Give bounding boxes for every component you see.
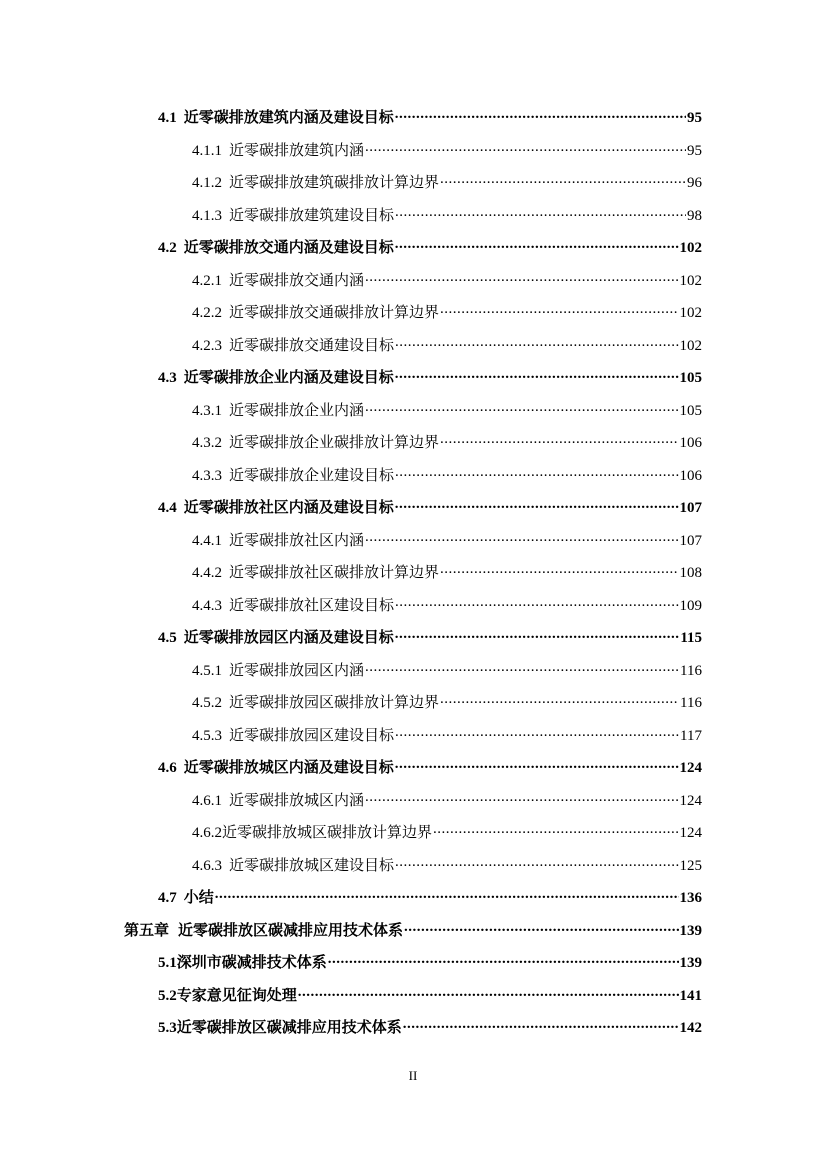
toc-entry-page: 105	[679, 402, 702, 419]
toc-entry-page: 102	[679, 337, 702, 354]
toc-entry[interactable]	[0, 297, 826, 330]
toc-entry-title: 近零碳排放区碳减排应用技术体系	[178, 922, 404, 939]
toc-entry-title: 近零碳排放建筑内涵及建设目标	[183, 110, 394, 126]
toc-entry-title: 专家意见征询处理	[176, 987, 297, 1004]
toc-entry-title: 近零碳排放园区内涵及建设目标	[183, 630, 394, 646]
toc-entry-page: 136	[679, 890, 702, 906]
toc-entry-number: 第五章	[124, 922, 170, 939]
toc-entry-title: 近零碳排放企业内涵及建设目标	[183, 370, 394, 386]
toc-entry[interactable]	[0, 882, 826, 915]
toc-entry-page: 109	[679, 597, 702, 614]
toc-entry-leader	[395, 366, 679, 382]
toc-entry-number: 4.7	[158, 890, 177, 906]
toc-entry[interactable]	[0, 232, 826, 265]
toc-entry-title: 近零碳排放社区内涵及建设目标	[183, 500, 394, 516]
toc-entry-number: 5.2	[158, 987, 177, 1004]
toc-entry-page: 124	[679, 792, 702, 809]
toc-entry-page: 96	[687, 175, 702, 191]
toc-entry[interactable]	[0, 752, 826, 785]
toc-entry-leader	[395, 854, 678, 870]
toc-entry-leader	[440, 431, 678, 447]
toc-entry-page: 124	[679, 825, 702, 841]
toc-entry-number: 4.3	[158, 370, 177, 386]
toc-entry-title: 近零碳排放城区内涵	[229, 792, 365, 809]
toc-entry[interactable]	[0, 622, 826, 655]
toc-entry-page: 106	[679, 435, 702, 451]
toc-entry-number: 4.5.2	[192, 695, 222, 711]
toc-entry-page: 107	[679, 500, 702, 516]
toc-entry[interactable]	[0, 362, 826, 395]
toc-entry-title: 近零碳排放交通内涵	[229, 272, 365, 289]
toc-entry-number: 4.3.3	[192, 467, 222, 484]
toc-entry-title: 近零碳排放园区内涵	[229, 662, 365, 679]
toc-entry-title: 近零碳排放社区建设目标	[229, 597, 395, 614]
toc-entry-page: 102	[679, 305, 702, 321]
toc-entry-leader	[395, 106, 686, 122]
toc-entry-title: 小结	[183, 890, 214, 906]
toc-entry[interactable]	[0, 687, 826, 720]
toc-entry-number: 4.4.1	[192, 532, 222, 549]
toc-entry-number: 4.1.1	[192, 142, 222, 159]
toc-entry-title: 近零碳排放交通碳排放计算边界	[229, 305, 440, 321]
toc-entry[interactable]	[0, 492, 826, 525]
toc-entry-page: 102	[679, 240, 702, 256]
toc-entry-number: 5.1	[158, 955, 177, 971]
toc-entry-leader	[395, 204, 686, 220]
toc-entry-leader	[395, 594, 678, 610]
toc-entry[interactable]	[0, 135, 826, 168]
toc-entry[interactable]	[0, 167, 826, 200]
toc-entry-number: 4.5.1	[192, 662, 222, 679]
page-number: II	[408, 1068, 418, 1083]
toc-entry-number: 4.4.2	[192, 565, 222, 581]
toc-entry-leader	[404, 919, 678, 935]
toc-entry[interactable]	[0, 460, 826, 493]
toc-entry-leader	[440, 561, 678, 577]
toc-entry-leader	[440, 301, 678, 317]
toc-entry-title: 近零碳排放园区建设目标	[229, 727, 395, 744]
toc-entry-title: 近零碳排放城区建设目标	[229, 857, 395, 874]
toc-entry-leader	[395, 236, 679, 252]
toc-entry-leader	[365, 659, 679, 675]
toc-entry-page: 116	[680, 695, 702, 711]
toc-entry-leader	[440, 691, 679, 707]
toc-entry-title: 近零碳排放城区碳排放计算边界	[222, 825, 433, 841]
toc-entry-title: 深圳市碳减排技术体系	[176, 955, 327, 971]
toc-entry[interactable]	[0, 590, 826, 623]
toc-entry-number: 5.3	[158, 1020, 177, 1036]
toc-entry-leader	[395, 724, 679, 740]
toc-entry-leader	[403, 1016, 679, 1032]
toc-entry-number: 4.4	[158, 500, 177, 516]
toc-entry-number: 4.6.3	[192, 857, 222, 874]
toc-entry-page: 95	[687, 142, 702, 159]
toc-entry-title: 近零碳排放建筑碳排放计算边界	[229, 175, 440, 191]
toc-entry[interactable]	[0, 330, 826, 363]
toc-entry-title: 近零碳排放社区碳排放计算边界	[229, 565, 440, 581]
toc-entry-page: 105	[679, 370, 702, 386]
toc-entry-page: 139	[679, 955, 702, 971]
toc-entry-number: 4.2.3	[192, 337, 222, 354]
toc-entry-leader	[215, 886, 679, 902]
toc-entry-leader	[365, 529, 678, 545]
toc-entry-page: 141	[679, 987, 702, 1004]
toc-entry-leader	[328, 951, 679, 967]
toc-entry[interactable]	[0, 980, 826, 1013]
toc-entry-leader	[365, 399, 678, 415]
toc-entry[interactable]	[0, 655, 826, 688]
toc-entry-page: 106	[679, 467, 702, 484]
toc-entry-page: 124	[679, 760, 702, 776]
toc-entry-title: 近零碳排放交通建设目标	[229, 337, 395, 354]
toc-entry-leader	[395, 334, 678, 350]
toc-entry-page: 108	[679, 565, 702, 581]
toc-entry[interactable]	[0, 427, 826, 460]
toc-entry-leader	[433, 821, 678, 837]
toc-entry-leader	[395, 496, 679, 512]
toc-entry-title: 近零碳排放建筑建设目标	[229, 207, 395, 224]
toc-entry[interactable]	[0, 557, 826, 590]
toc-entry-leader	[395, 756, 679, 772]
toc-entry-page: 139	[679, 922, 702, 939]
toc-entry-leader	[298, 984, 679, 1000]
toc-entry[interactable]	[0, 850, 826, 883]
toc-entry-page: 125	[679, 857, 702, 874]
toc-entry-leader	[440, 171, 686, 187]
toc-entry-page: 142	[679, 1020, 702, 1036]
toc-entry-leader	[395, 626, 680, 642]
toc-entry-title: 近零碳排放企业碳排放计算边界	[229, 435, 440, 451]
toc-entry-title: 近零碳排放交通内涵及建设目标	[183, 240, 394, 256]
toc-entry-title: 近零碳排放建筑内涵	[229, 142, 365, 159]
toc-entry-title: 近零碳排放社区内涵	[229, 532, 365, 549]
toc-entry-title: 近零碳排放区碳减排应用技术体系	[176, 1020, 402, 1036]
toc-entry-title: 近零碳排放企业内涵	[229, 402, 365, 419]
toc-entry[interactable]	[0, 817, 826, 850]
toc-entry-number: 4.4.3	[192, 597, 222, 614]
toc-entry-number: 4.3.2	[192, 435, 222, 451]
toc-entry[interactable]	[0, 200, 826, 233]
toc-entry-number: 4.6	[158, 760, 177, 776]
toc-entry-page: 98	[687, 207, 702, 224]
toc-entry[interactable]	[0, 525, 826, 558]
toc-entry-number: 4.6.1	[192, 792, 222, 809]
toc-entry-leader	[395, 464, 678, 480]
toc-entry-leader	[365, 789, 678, 805]
toc-entry-title: 近零碳排放园区碳排放计算边界	[229, 695, 440, 711]
toc-entry-leader	[365, 269, 678, 285]
toc-entry-number: 4.2	[158, 240, 177, 256]
toc-entry[interactable]	[0, 915, 826, 948]
toc-entry-page: 115	[680, 630, 702, 646]
toc-entry[interactable]	[0, 1012, 826, 1045]
toc-entry-page: 107	[679, 532, 702, 549]
toc-entry-number: 4.3.1	[192, 402, 222, 419]
toc-entry-number: 4.5	[158, 630, 177, 646]
toc-entry[interactable]	[0, 265, 826, 298]
toc-entry[interactable]	[0, 102, 826, 135]
toc-entry-page: 102	[679, 272, 702, 289]
toc-entry[interactable]	[0, 785, 826, 818]
toc-entry-page: 117	[680, 727, 702, 744]
toc-entry-title: 近零碳排放企业建设目标	[229, 467, 395, 484]
table-of-contents	[0, 102, 826, 1045]
toc-entry-number: 4.6.2	[192, 825, 222, 841]
toc-entry-number: 4.5.3	[192, 727, 222, 744]
toc-entry-number: 4.2.2	[192, 305, 222, 321]
toc-entry-number: 4.1.2	[192, 175, 222, 191]
toc-entry-leader	[365, 139, 686, 155]
toc-entry-number: 4.2.1	[192, 272, 222, 289]
toc-entry[interactable]	[0, 947, 826, 980]
toc-entry-title: 近零碳排放城区内涵及建设目标	[183, 760, 394, 776]
toc-entry-number: 4.1.3	[192, 207, 222, 224]
toc-entry-page: 116	[680, 662, 702, 679]
toc-entry-page: 95	[687, 110, 702, 126]
toc-entry-number: 4.1	[158, 110, 177, 126]
toc-entry[interactable]	[0, 720, 826, 753]
toc-entry[interactable]	[0, 395, 826, 428]
